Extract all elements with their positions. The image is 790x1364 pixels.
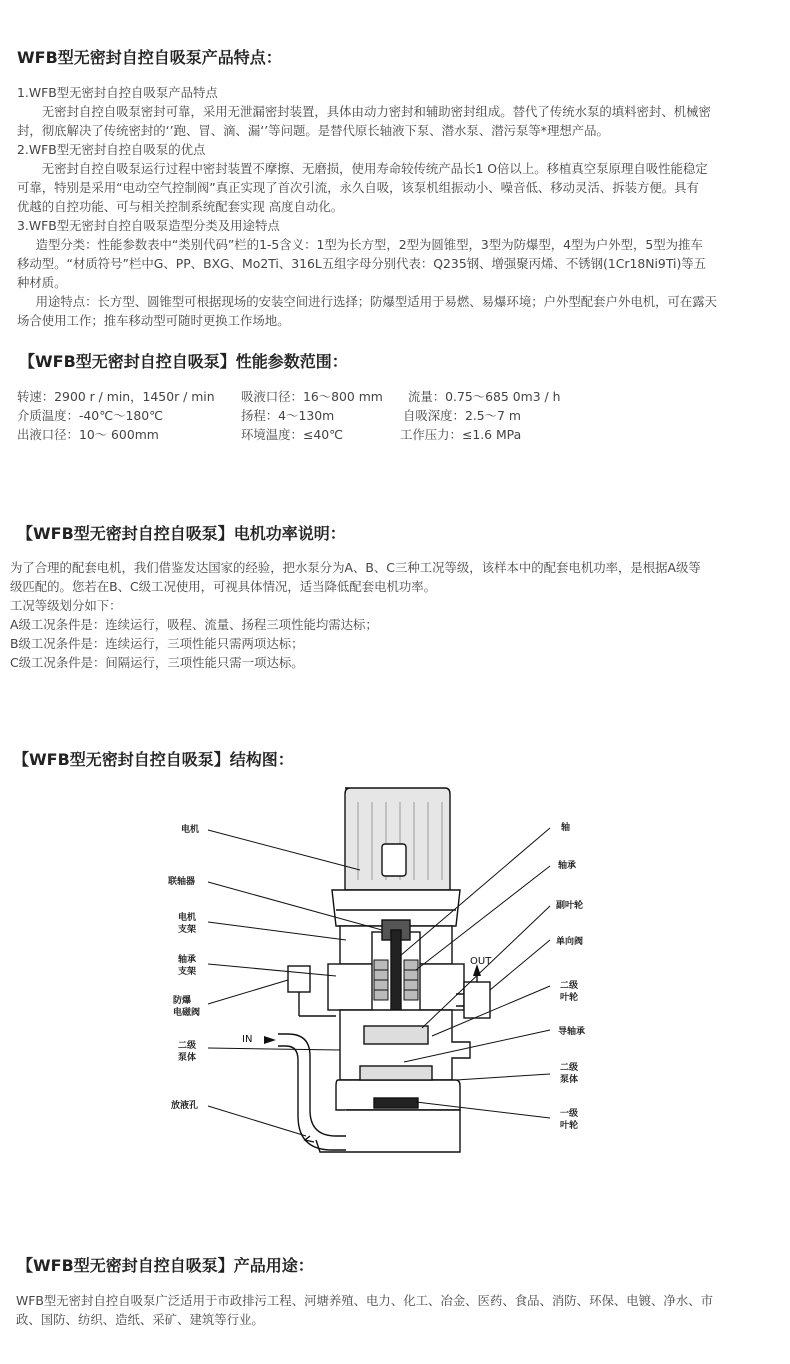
feature-heading: 2.WFB型无密封自控自吸泵的优点 xyxy=(17,142,206,157)
params-title: 【WFB型无密封自控自吸泵】性能参数范围： xyxy=(19,352,348,371)
label-second-stage-casing-right: 二级 泵体 xyxy=(560,1063,579,1085)
param-inlet: 吸液口径：16～800 mm xyxy=(241,389,383,404)
usage-body xyxy=(16,1291,768,1329)
feature-line: 无密封自控自吸泵密封可靠，采用无泄漏密封装置，具体由动力密封和辅助密封组成。替代了传统水泵的填料密封、机械密 xyxy=(41,104,711,119)
label-coupling: 联轴器 xyxy=(168,877,196,887)
feature-line: 种材质。 xyxy=(17,275,67,290)
label-solenoid-valve: 防爆 电磁阀 xyxy=(173,996,201,1018)
solenoid-valve xyxy=(288,966,310,992)
feature-line: 用途特点：长方型、圆锥型可根据现场的安装空间进行选择；防爆型适用于易燃、易爆环境；户外型配套户外电机，可在露天 xyxy=(35,294,718,309)
structure-title: 【WFB型无密封自控自吸泵】结构图： xyxy=(13,750,294,769)
label-bearing: 轴承 xyxy=(558,861,577,871)
param-speed: 转速：2900 r / min，1450r / min xyxy=(17,389,215,404)
label-drain-hole: 放液孔 xyxy=(171,1101,199,1111)
features-body xyxy=(17,83,769,330)
label-first-stage-impeller: 一级 叶轮 xyxy=(560,1109,579,1131)
motor-line: C级工况条件是：间隔运行，三项性能只需一项达标。 xyxy=(10,655,304,670)
param-env-temp: 环境温度：≤40℃ xyxy=(241,427,344,442)
label-motor: 电机 xyxy=(181,825,200,835)
label-check-valve: 单向阀 xyxy=(556,937,584,947)
motor-line: 工况等级划分如下： xyxy=(10,598,122,613)
pump-structure-diagram xyxy=(160,780,620,1160)
label-second-stage-impeller: 二级 叶轮 xyxy=(560,981,579,1003)
motor-line: 级匹配的。您若在B、C级工况使用，可视具体情况，适当降低配套电机功率。 xyxy=(10,579,437,594)
feature-line: 移动型。“材质符号”栏中G、PP、BXG、Mo2Ti、316L五组字母分别代表：Q235钢、增强聚丙烯、不锈钢(1Cr18Ni9Ti)等五 xyxy=(17,256,707,271)
usage-title: 【WFB型无密封自控自吸泵】产品用途： xyxy=(17,1256,314,1275)
param-pressure: 工作压力：≤1.6 MPa xyxy=(400,427,522,442)
param-medium-temp: 介质温度：-40℃～180℃ xyxy=(17,408,164,423)
in-label: IN xyxy=(242,1034,253,1045)
base xyxy=(316,1110,460,1152)
motor-title: 【WFB型无密封自控自吸泵】电机功率说明： xyxy=(17,524,346,543)
label-aux-impeller: 副叶轮 xyxy=(556,901,584,911)
feature-line: 无密封自控自吸泵运行过程中密封装置不摩擦、无磨损，使用寿命较传统产品长1 O倍以上。移植真空泵原理自吸性能稳定 xyxy=(41,161,708,176)
motor-line: 为了合理的配套电机，我们借鉴发达国家的经验，把水泵分为A、B、C三种工况等级，该样本中的配套电机功率，是根据A级等 xyxy=(10,560,701,575)
usage-line: 政、国防、纺织、造纸、采矿、建筑等行业。 xyxy=(16,1312,264,1327)
param-outlet: 出液口径：10～ 600mm xyxy=(17,427,159,442)
feature-line: 造型分类：性能参数表中“类别代码”栏的1-5含义：1型为长方型，2型为圆锥型，3型为防爆型，4型为户外型，5型为推车 xyxy=(35,237,703,252)
out-label: OUT xyxy=(470,956,492,967)
feature-line: 可靠，特别是采用“电动空气控制阀”真正实现了首次引流，永久自吸，该泵机组振动小、噪音低、移动灵活、拆装方便。具有 xyxy=(17,180,699,195)
label-guide-bearing: 导轴承 xyxy=(558,1027,586,1037)
usage-line: WFB型无密封自控自吸泵广泛适用于市政排污工程、河塘养殖、电力、化工、冶金、医药、食品、消防、环保、电镀、净水、市 xyxy=(16,1293,713,1308)
motor-line: A级工况条件是：连续运行，吸程、流量、扬程三项性能均需达标； xyxy=(10,617,378,632)
feature-heading: 3.WFB型无密封自控自吸泵造型分类及用途特点 xyxy=(17,218,280,233)
feature-line: 场合使用工作；推车移动型可随时更换工作场地。 xyxy=(17,313,290,328)
motor-body xyxy=(10,558,762,672)
feature-line: 封，彻底解决了传统密封的‘’跑、冒、滴、漏‘’等问题。是替代原长轴液下泵、潜水泵、潜污泵等*理想产品。 xyxy=(17,123,609,138)
motor-line: B级工况条件是：连续运行，三项性能只需两项达标； xyxy=(10,636,304,651)
feature-line: 优越的自控功能、可与相关控制系统配套实现 高度自动化。 xyxy=(17,199,344,214)
param-flow: 流量：0.75～685 0m3 / h xyxy=(408,389,561,404)
label-second-stage-casing-left: 二级 泵体 xyxy=(178,1041,197,1063)
label-motor-bracket: 电机 支架 xyxy=(178,913,197,935)
label-bearing-bracket: 轴承 支架 xyxy=(178,955,197,977)
features-title: WFB型无密封自控自吸泵产品特点： xyxy=(17,48,282,67)
param-suction-depth: 自吸深度：2.5～7 m xyxy=(403,408,521,423)
label-shaft: 轴 xyxy=(561,823,571,833)
param-head: 扬程：4～130m xyxy=(241,408,335,423)
terminal-box xyxy=(382,844,406,876)
feature-heading: 1.WFB型无密封自控自吸泵产品特点 xyxy=(17,85,218,100)
